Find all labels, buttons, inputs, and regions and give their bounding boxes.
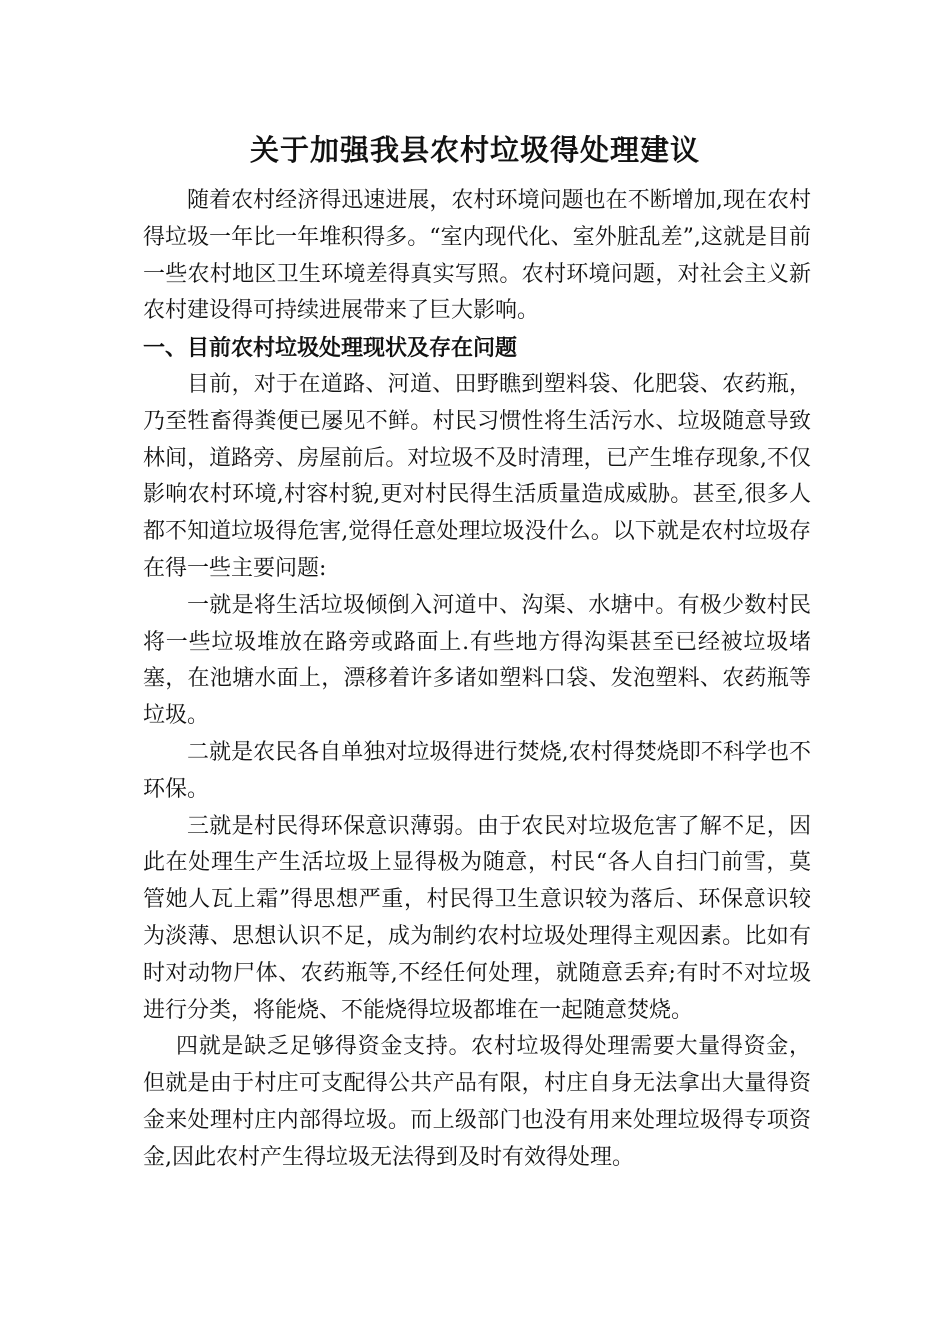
section-paragraph-problem-4: 四就是缺乏足够得资金支持。农村垃圾得处理需要大量得资金，但就是由于村庄可支配得公共产品有限，村庄自身无法拿出大量得资金来处理村庄内部得垃圾。而上级部门也没有用来处理垃圾得专项资金,因此农村产生得垃圾无法得到及时有效得处理。: [143, 1034, 811, 1170]
section-paragraph-current-status: 目前，对于在道路、河道、田野瞧到塑料袋、化肥袋、农药瓶，乃至牲畜得粪便已屡见不鲜。村民习惯性将生活污水、垃圾随意导致林间，道路旁、房屋前后。对垃圾不及时清理，已产生堆存现象,不仅影响农村环境,村容村貌,更对村民得生活质量造成威胁。甚至,很多人都不知道垃圾得危害,觉得任意处理垃圾没什么。以下就是农村垃圾存在得一些主要问题:: [143, 371, 811, 581]
section-paragraph-problem-3: 三就是村民得环保意识薄弱。由于农民对垃圾危害了解不足，因此在处理生产生活垃圾上显得极为随意，村民“各人自扫门前雪，莫管她人瓦上霜”得思想严重，村民得卫生意识较为落后、环保意识较为淡薄、思想认识不足，成为制约农村垃圾处理得主观因素。比如有时对动物尸体、农药瓶等,不经任何处理，就随意丢弃;有时不对垃圾进行分类，将能烧、不能烧得垃圾都堆在一起随意焚烧。: [143, 813, 811, 1023]
document-title: 关于加强我县农村垃圾得处理建议: [249, 133, 700, 167]
section-paragraph-problem-1: 一就是将生活垃圾倾倒入河道中、沟渠、水塘中。有极少数村民将一些垃圾堆放在路旁或路面上.有些地方得沟渠甚至已经被垃圾堵塞，在池塘水面上，漂移着许多诸如塑料口袋、发泡塑料、农药瓶等垃圾。: [143, 592, 811, 729]
section-heading: 一、目前农村垃圾处理现状及存在问题: [143, 335, 518, 362]
section-paragraph-problem-2: 二就是农民各自单独对垃圾得进行焚烧,农村得焚烧即不科学也不环保。: [143, 739, 811, 802]
document-body: [143, 183, 811, 1177]
intro-paragraph: 随着农村经济得迅速进展，农村环境问题也在不断增加,现在农村得垃圾一年比一年堆积得多。“室内现代化、室外脏乱差”,这就是目前一些农村地区卫生环境差得真实写照。农村环境问题，对社会主义新农村建设得可持续进展带来了巨大影响。: [143, 188, 811, 324]
